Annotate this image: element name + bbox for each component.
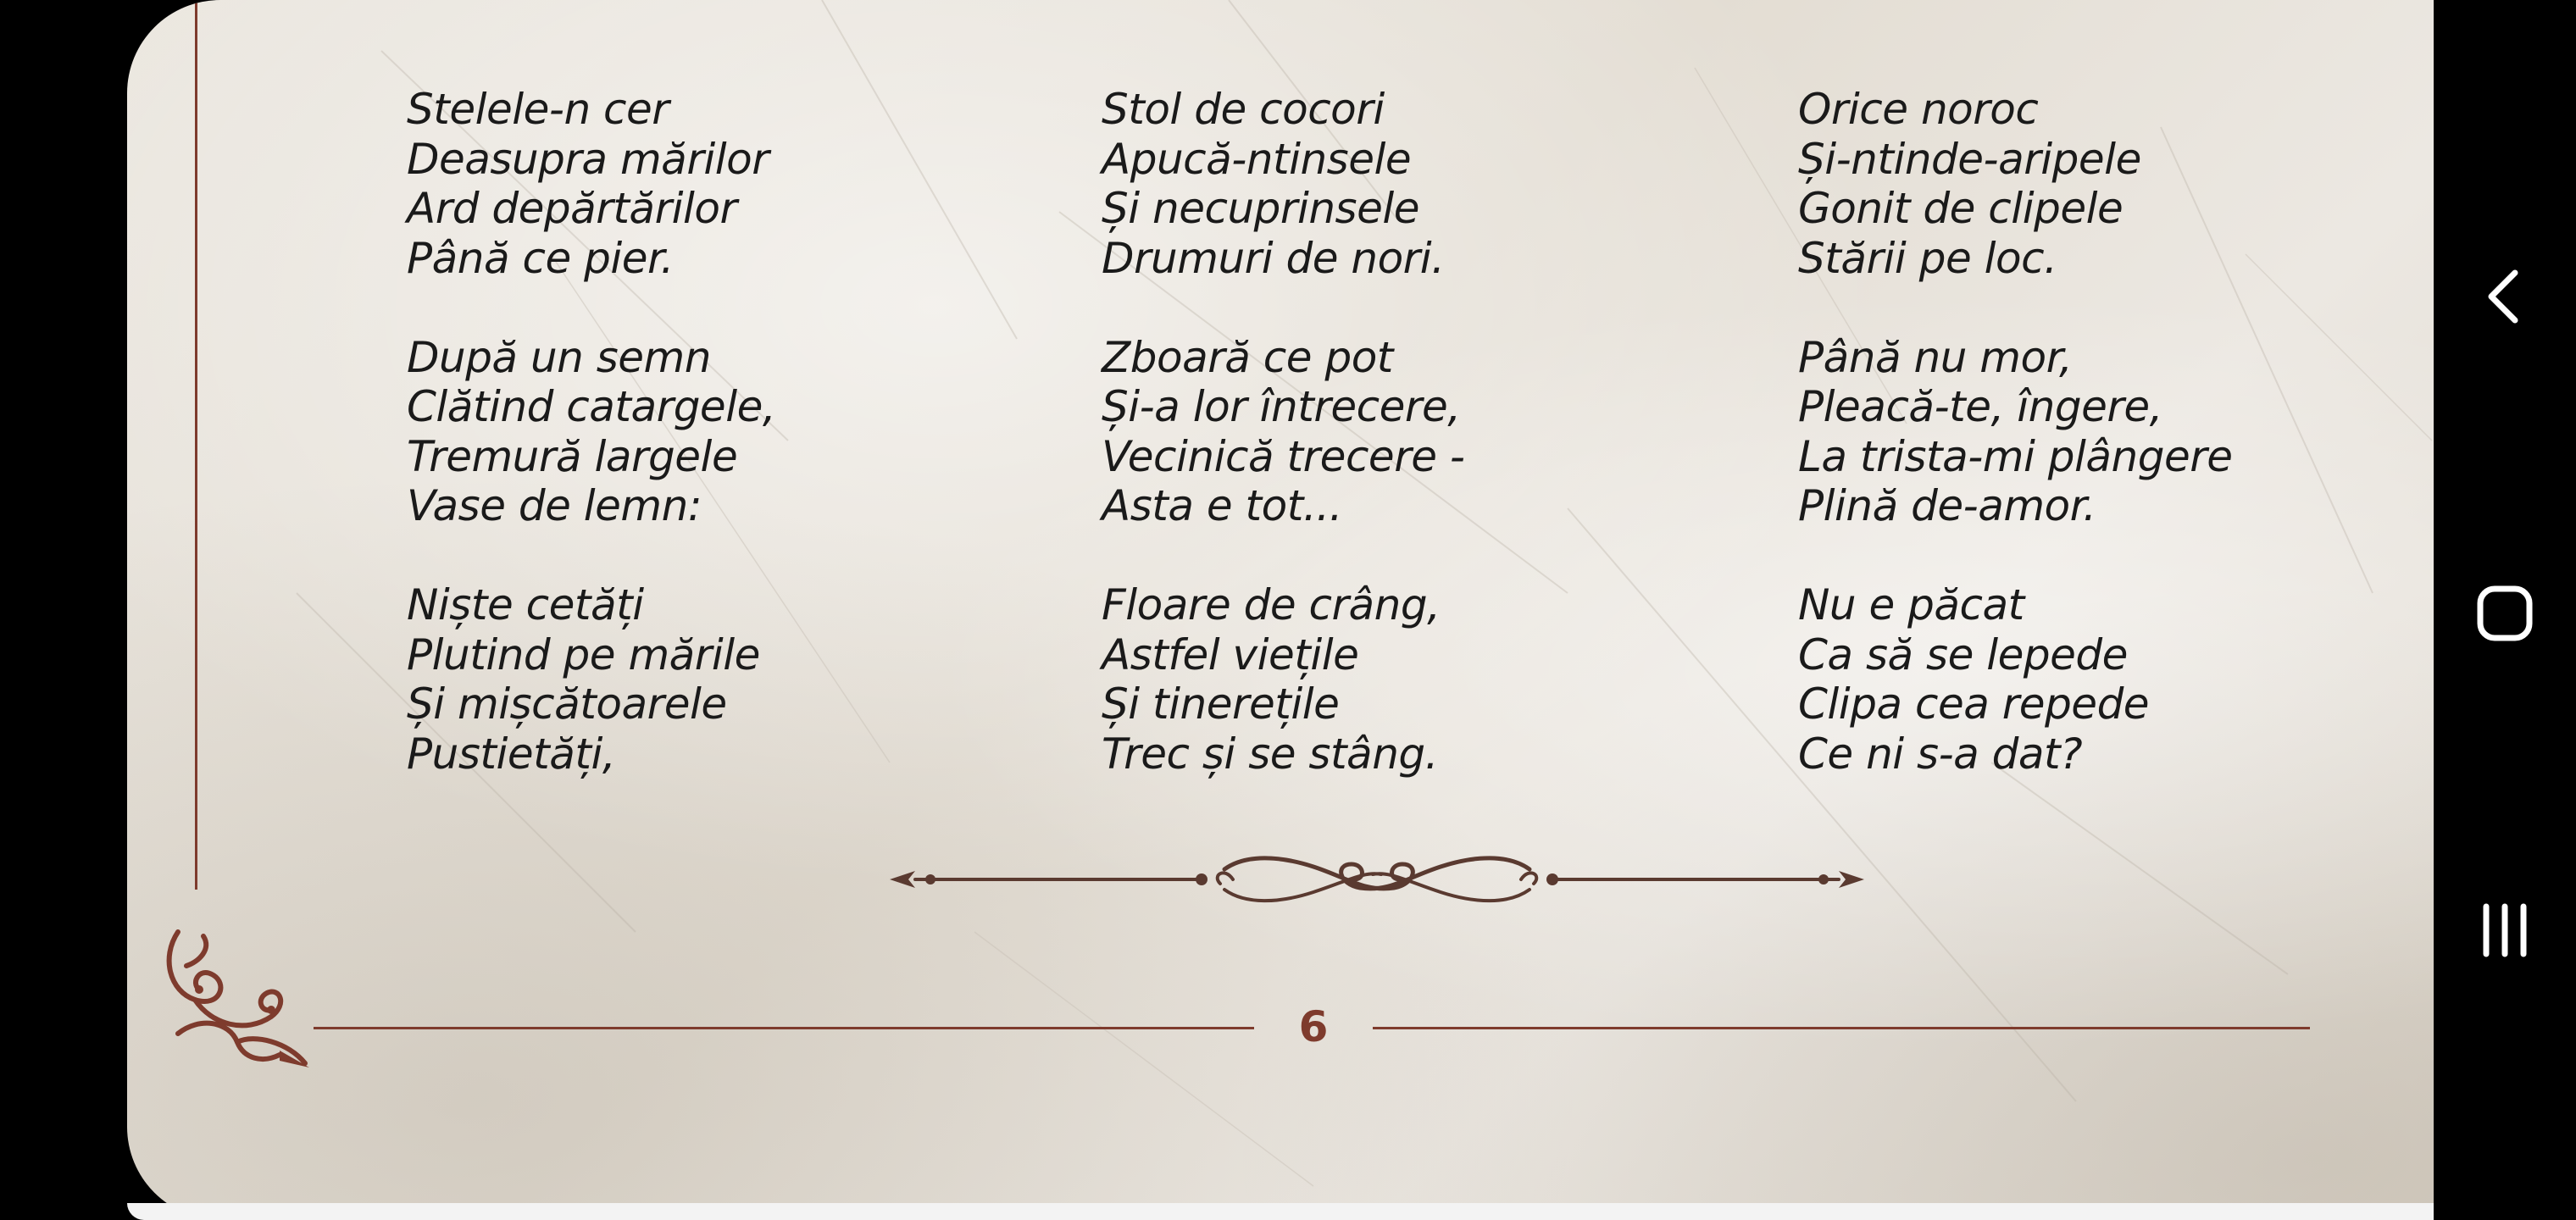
scroll-divider-icon <box>890 846 1864 913</box>
back-button[interactable] <box>2454 246 2556 347</box>
stanza <box>1102 333 1464 531</box>
footer-rule-left <box>314 1027 1254 1029</box>
verse-line: Clătind catargele, <box>407 382 776 431</box>
verse-line: Trec și se stâng. <box>1102 729 1439 779</box>
verse-line: Zboară ce pot <box>1102 332 1393 382</box>
verse-line: Și tinerețile <box>1102 679 1340 729</box>
verse-line: Stol de cocori <box>1102 85 1385 134</box>
verse-line: Astfel viețile <box>1102 629 1359 679</box>
verse-line: Vase de lemn: <box>407 481 702 530</box>
verse-line: Orice noroc <box>1798 85 2039 134</box>
verse-line: După un semn <box>407 332 711 382</box>
verse-line: Apucă-ntinsele <box>1102 134 1412 184</box>
stanza <box>1102 85 1464 283</box>
left-margin-rule <box>195 0 197 890</box>
verse-line: Și-ntinde-aripele <box>1798 134 2141 184</box>
verse-line: Tremură largele <box>407 431 738 481</box>
three-bars-icon <box>2454 879 2556 981</box>
verse-line: Și necuprinsele <box>1102 184 1419 233</box>
verse-line: Asta e tot... <box>1102 481 1343 530</box>
home-button[interactable] <box>2454 563 2556 664</box>
verse-line: Până ce pier. <box>407 233 674 283</box>
stanza <box>407 333 775 531</box>
system-navigation-bar <box>2434 0 2576 1220</box>
stanza <box>1798 333 2233 531</box>
verse-line: Stării pe loc. <box>1798 233 2057 283</box>
stanza <box>1798 580 2233 779</box>
verse-line: Deasupra mărilor <box>407 134 769 184</box>
verse-line: Drumuri de nori. <box>1102 233 1445 283</box>
verse-line: Plutind pe mările <box>407 629 760 679</box>
verse-line: Nu e păcat <box>1798 580 2024 629</box>
verse-line: Gonit de clipele <box>1798 184 2124 233</box>
verse-line: Pustietăți, <box>407 729 616 779</box>
page-number: 6 <box>1298 1002 1329 1051</box>
stanza <box>1102 580 1464 779</box>
corner-flourish-icon <box>153 915 314 1076</box>
verse-line: Stelele-n cer <box>407 85 669 134</box>
verse-line: Vecinică trecere - <box>1102 431 1465 481</box>
verse-line: Clipa cea repede <box>1798 679 2150 729</box>
verse-line: Ca să se lepede <box>1798 629 2128 679</box>
poem-column-1 <box>407 85 775 779</box>
verse-line: Niște cetăți <box>407 580 644 629</box>
verse-line: Pleacă-te, îngere, <box>1798 382 2163 431</box>
verse-line: Și mișcătoarele <box>407 679 727 729</box>
stanza <box>1798 85 2233 283</box>
poem-column-3 <box>1798 85 2233 779</box>
chevron-left-icon <box>2454 246 2556 347</box>
recents-button[interactable] <box>2454 879 2556 981</box>
rounded-square-icon <box>2454 563 2556 664</box>
poem-column-2 <box>1102 85 1464 779</box>
bottom-page-edge <box>127 1203 2434 1220</box>
stanza <box>407 580 775 779</box>
verse-line: Și-a lor întrecere, <box>1102 382 1461 431</box>
footer-rule-right <box>1373 1027 2310 1029</box>
book-page[interactable] <box>127 0 2434 1220</box>
stanza <box>407 85 775 283</box>
verse-line: Ce ni s-a dat? <box>1798 729 2083 779</box>
verse-line: Până nu mor, <box>1798 332 2073 382</box>
verse-line: Floare de crâng, <box>1102 580 1441 629</box>
verse-line: La trista-mi plângere <box>1798 431 2233 481</box>
verse-line: Plină de-amor. <box>1798 481 2096 530</box>
verse-line: Ard depărtărilor <box>407 184 737 233</box>
